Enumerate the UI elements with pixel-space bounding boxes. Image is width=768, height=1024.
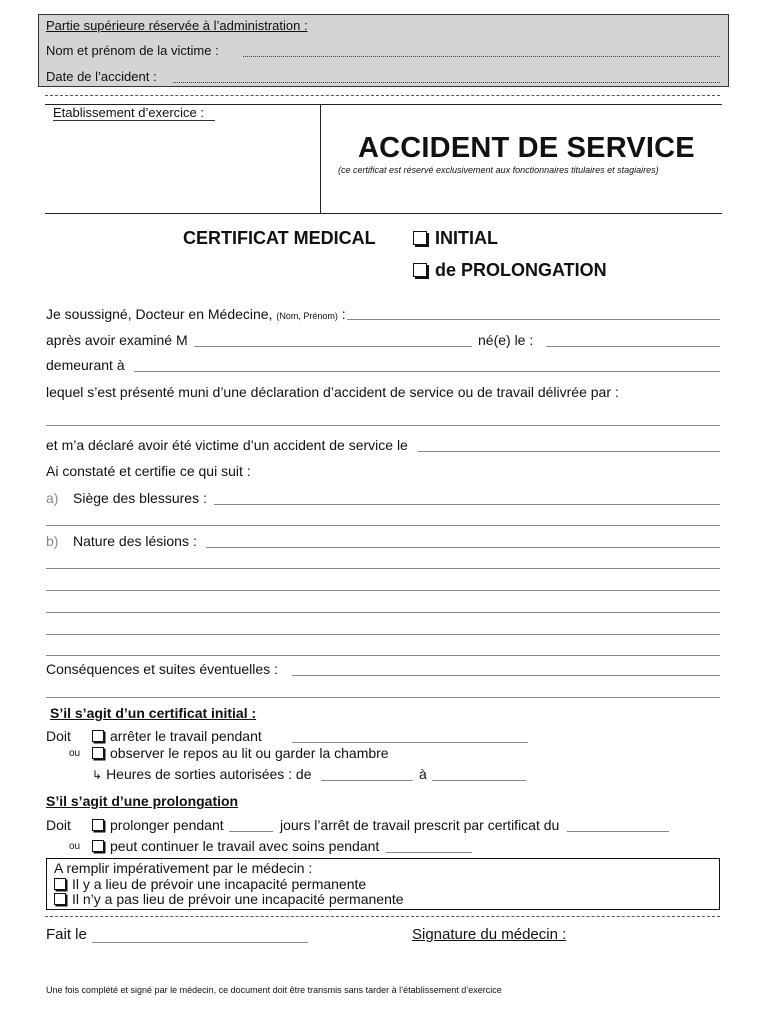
accident-date-label: Date de l’accident :	[46, 69, 157, 84]
lesion-nature-field-5[interactable]	[46, 634, 720, 635]
incapacity-yes-label: Il y a lieu de prévoir une incapacité permanente	[72, 876, 367, 892]
done-at-label: Fait le	[46, 926, 87, 943]
hours-label: Heures de sorties autorisées : de	[106, 766, 312, 782]
option-continue[interactable]	[92, 838, 379, 854]
checkbox-initial[interactable]	[413, 231, 427, 245]
hours-to-field[interactable]	[432, 780, 526, 781]
arrow-icon: ↳	[92, 768, 103, 782]
initial-doit: Doit	[46, 728, 71, 744]
stop-work-label: arrêter le travail pendant	[110, 728, 262, 744]
option-initial[interactable]	[413, 228, 498, 249]
hours-row	[92, 766, 312, 782]
lesion-nature-field-2[interactable]	[46, 568, 720, 569]
previous-certificate-date-field[interactable]	[567, 831, 669, 832]
option-incapacity-yes[interactable]	[54, 876, 366, 892]
continue-label: peut continuer le travail avec soins pendant	[110, 838, 380, 854]
option-incapacity-no[interactable]	[54, 891, 404, 907]
hours-to-label: à	[419, 766, 427, 782]
declaration-label: lequel s’est présenté muni d’une déclaration d’accident de service ou de travail délivrée par :	[46, 384, 619, 400]
checkbox-rest[interactable]	[92, 747, 104, 759]
residing-label: demeurant à	[46, 357, 125, 373]
hours-from-field[interactable]	[321, 780, 413, 781]
checkbox-extend[interactable]	[92, 819, 104, 831]
header-divider	[320, 104, 321, 214]
consequences-label: Conséquences et suites éventuelles :	[46, 661, 278, 677]
lesion-nature-label: Nature des lésions :	[73, 533, 197, 549]
care-duration-field[interactable]	[386, 852, 472, 853]
document-title: ACCIDENT DE SERVICE	[358, 132, 695, 164]
born-label: né(e) le :	[478, 332, 534, 348]
checkbox-continue[interactable]	[92, 840, 104, 852]
doctor-name-field[interactable]	[347, 319, 720, 320]
declaration-issuer-field[interactable]	[46, 425, 720, 426]
patient-name-field[interactable]	[194, 346, 472, 347]
checkbox-incapacity-yes[interactable]	[54, 878, 66, 890]
item-a-letter: a)	[46, 490, 59, 506]
signature-label: Signature du médecin :	[412, 926, 567, 943]
document-subtitle: (ce certificat est réservé exclusivement aux fonctionnaires titulaires et stagiaires)	[338, 165, 659, 175]
extend-days-text: jours l’arrêt de travail prescrit par certificat du	[280, 817, 560, 833]
option-initial-label: INITIAL	[435, 228, 498, 248]
consequences-field-2[interactable]	[46, 697, 720, 698]
stop-work-duration-field[interactable]	[292, 742, 528, 743]
address-field[interactable]	[134, 371, 720, 372]
certify-label: Ai constaté et certifie ce qui suit :	[46, 463, 251, 479]
prolongation-section-heading: S’il s’agit d’une prolongation	[46, 793, 239, 809]
accident-date-declared-field[interactable]	[418, 451, 720, 452]
mandatory-heading: A remplir impérativement par le médecin :	[54, 860, 313, 876]
rest-label: observer le repos au lit ou garder la chambre	[110, 745, 389, 761]
lesion-nature-field[interactable]	[206, 547, 720, 548]
admin-heading: Partie supérieure réservée à l’administration :	[46, 18, 308, 33]
footer-note: Une fois complété et signé par le médecin, ce document doit être transmis sans tarder à l’établissement d’exercice	[46, 985, 502, 995]
cut-line-top	[45, 95, 720, 96]
option-prolongation-label: de PROLONGATION	[435, 260, 607, 280]
consequences-field[interactable]	[292, 675, 720, 676]
victim-name-label: Nom et prénom de la victime :	[46, 43, 219, 58]
initial-ou: ou	[69, 748, 81, 759]
option-rest[interactable]	[92, 745, 389, 761]
prolongation-doit: Doit	[46, 817, 71, 833]
doctor-row	[46, 306, 346, 322]
declared-label: et m’a déclaré avoir été victime d’un accident de service le	[46, 437, 408, 453]
checkbox-stop-work[interactable]	[92, 730, 104, 742]
establishment-label: Etablissement d’exercice :	[53, 105, 205, 120]
incapacity-no-label: Il n’y a pas lieu de prévoir une incapacité permanente	[72, 891, 404, 907]
examined-label: après avoir examiné M	[46, 332, 188, 348]
accident-date-field[interactable]	[173, 82, 720, 83]
doctor-colon: :	[341, 306, 346, 322]
prolongation-ou: ou	[69, 841, 81, 852]
lesion-nature-field-6[interactable]	[46, 655, 720, 656]
doctor-label: Je soussigné, Docteur en Médecine,	[46, 306, 273, 322]
cut-line-bottom	[45, 916, 720, 917]
injury-location-field[interactable]	[214, 504, 720, 505]
lesion-nature-field-3[interactable]	[46, 590, 720, 591]
option-prolongation[interactable]	[413, 260, 607, 281]
birth-date-field[interactable]	[546, 346, 720, 347]
initial-section-heading: S’il s’agit d’un certificat initial :	[50, 705, 257, 721]
extend-label: prolonger pendant	[110, 817, 224, 833]
done-at-field[interactable]	[92, 942, 308, 943]
option-stop-work[interactable]	[92, 728, 262, 744]
certificate-label: CERTIFICAT MEDICAL	[183, 228, 376, 248]
injury-location-label: Siège des blessures :	[73, 490, 207, 506]
item-b-letter: b)	[46, 533, 59, 549]
extend-days-field[interactable]	[229, 831, 273, 832]
doctor-hint: (Nom, Prénom)	[276, 311, 338, 321]
header-bottom-rule	[45, 213, 722, 214]
checkbox-prolongation[interactable]	[413, 263, 427, 277]
checkbox-incapacity-no[interactable]	[54, 893, 66, 905]
lesion-nature-field-4[interactable]	[46, 612, 720, 613]
establishment-label-underline	[53, 120, 215, 121]
injury-location-field-2[interactable]	[46, 525, 720, 526]
option-extend[interactable]	[92, 817, 224, 833]
victim-name-field[interactable]	[243, 56, 720, 57]
